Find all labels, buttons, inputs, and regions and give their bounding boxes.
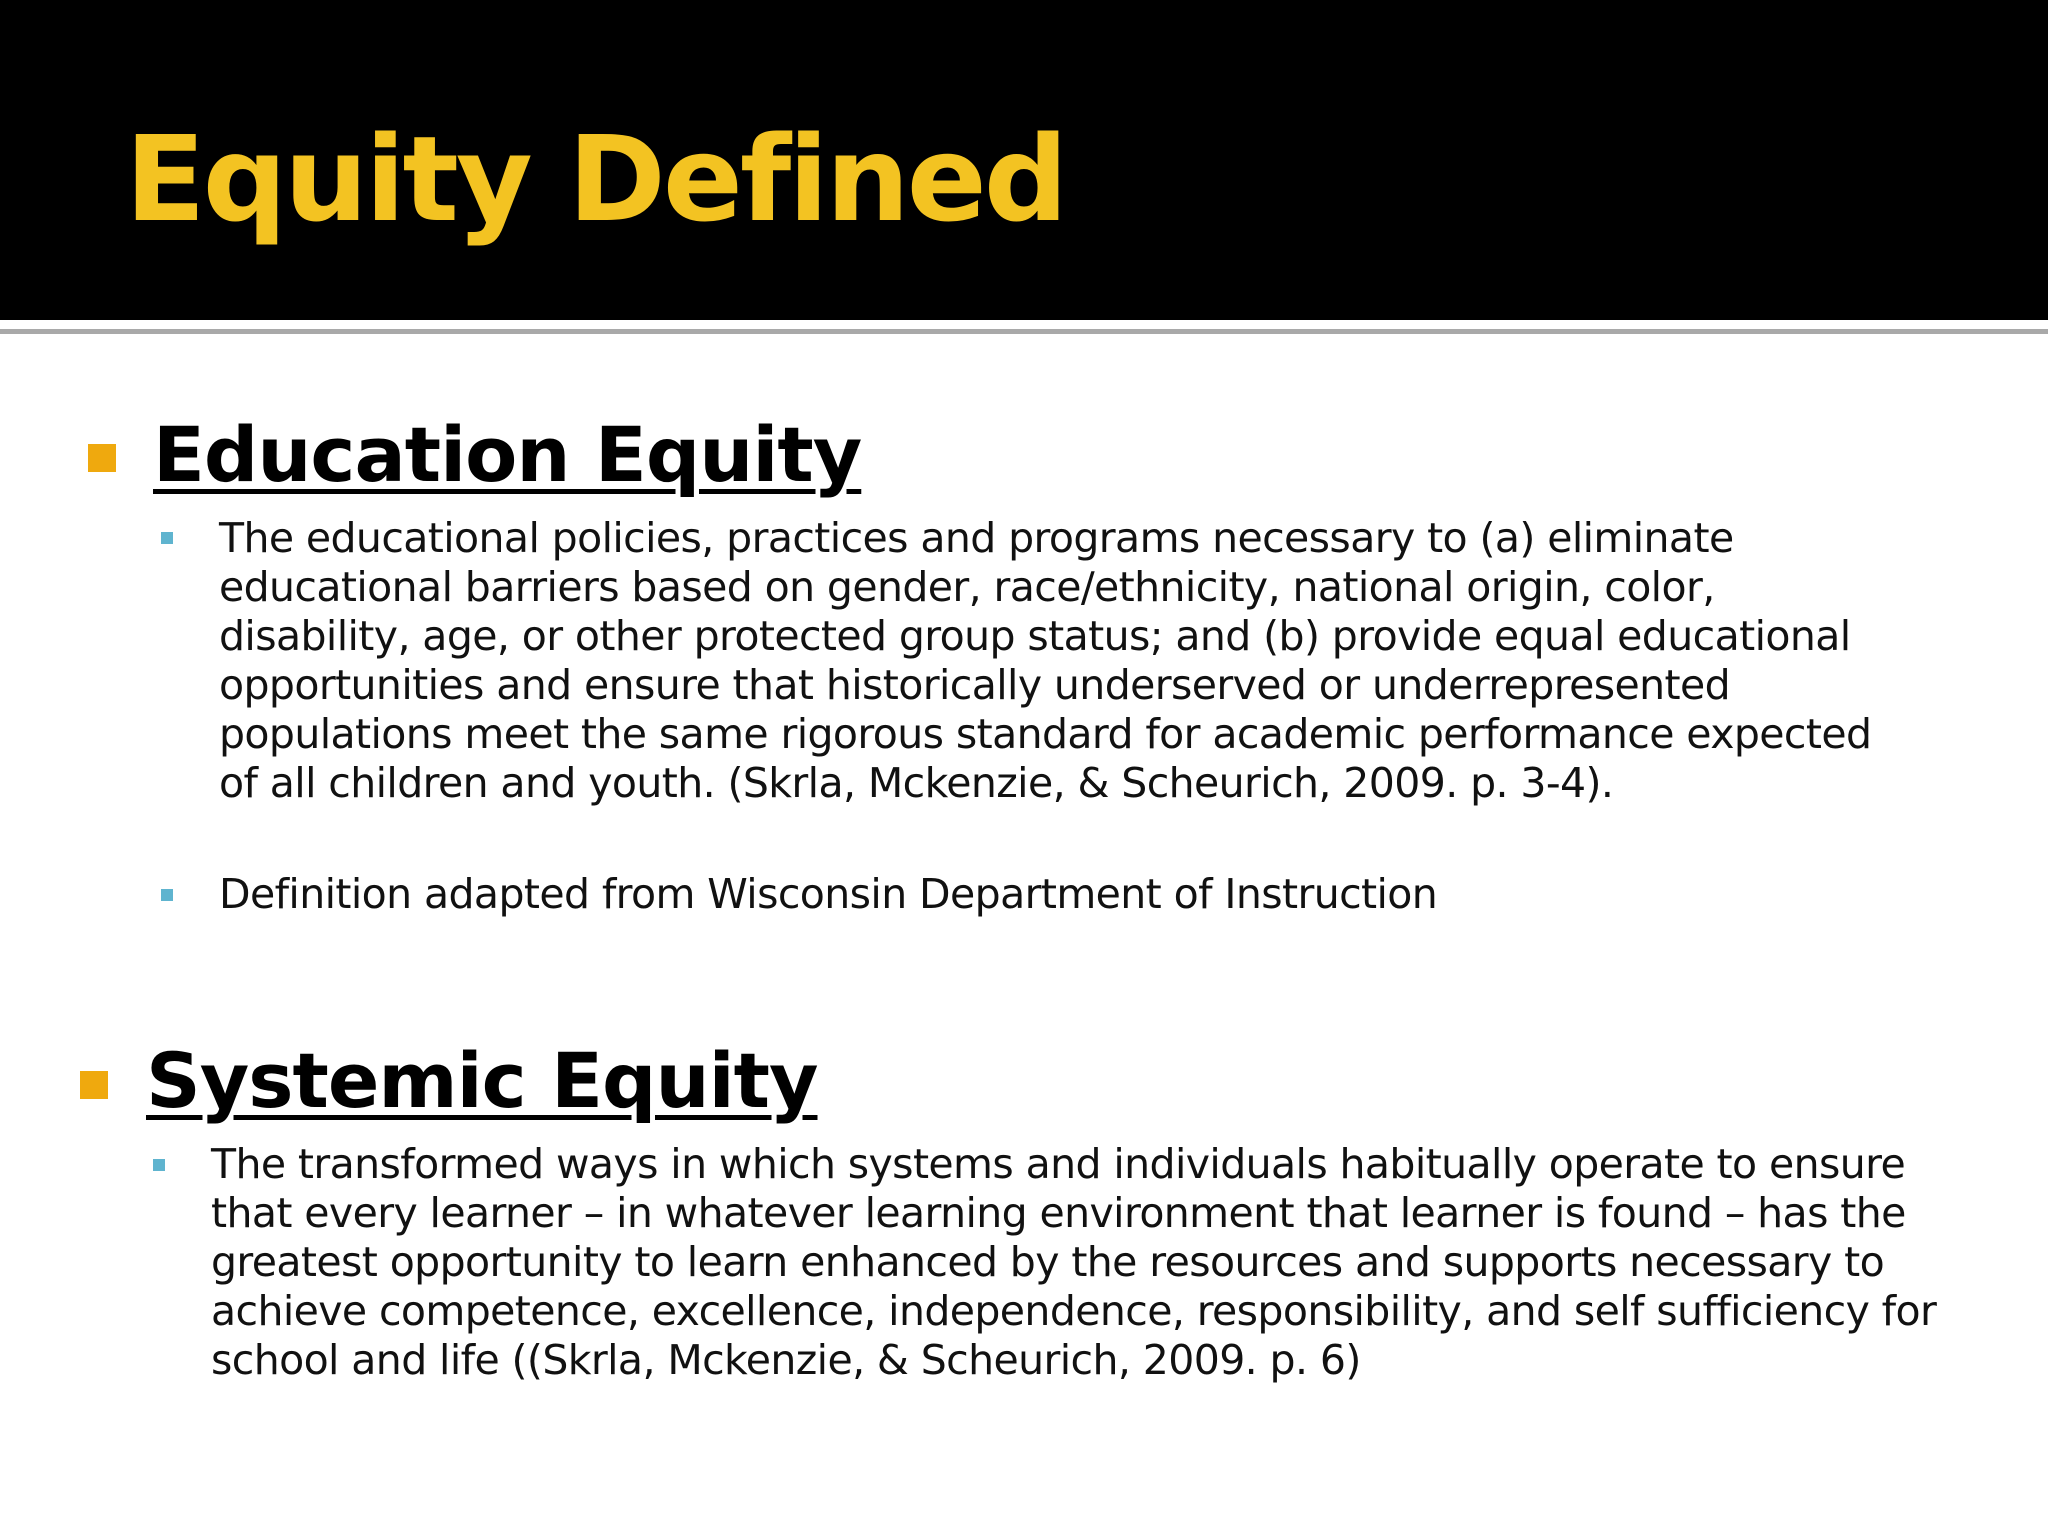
source-note: Definition adapted from Wisconsin Department of Instruction — [219, 870, 1438, 918]
definition-text: The educational policies, practices and programs necessary to (a) eliminate educational barriers based on gender, race/ethnicity, national origin, color, disability, age, or other protected group status; and (b) provide equal educational opportunities and ensure that historically underserved or underrepresented populations meet the same rigorous standard for academic performance expected of all children and youth. (Skrla, Mckenzie, & Scheurich, 2009. p. 3-4). — [219, 514, 1872, 807]
section-heading: Education Equity — [153, 410, 862, 499]
slide-title: Equity Defined — [125, 110, 1066, 248]
sub-bullet-icon — [153, 1159, 165, 1171]
definition-text: The transformed ways in which systems and individuals habitually operate to ensure that every learner – in whatever learning environment that learner is found – has the greatest opportunity to learn enhanced by the resources and supports necessary to achieve competence, excellence, independence, responsibility, and self sufficiency for school and life ((Skrla, Mckenzie, & Scheurich, 2009. p. 6) — [211, 1140, 1937, 1384]
section-heading: Systemic Equity — [146, 1036, 818, 1125]
square-bullet-icon — [80, 1071, 108, 1099]
